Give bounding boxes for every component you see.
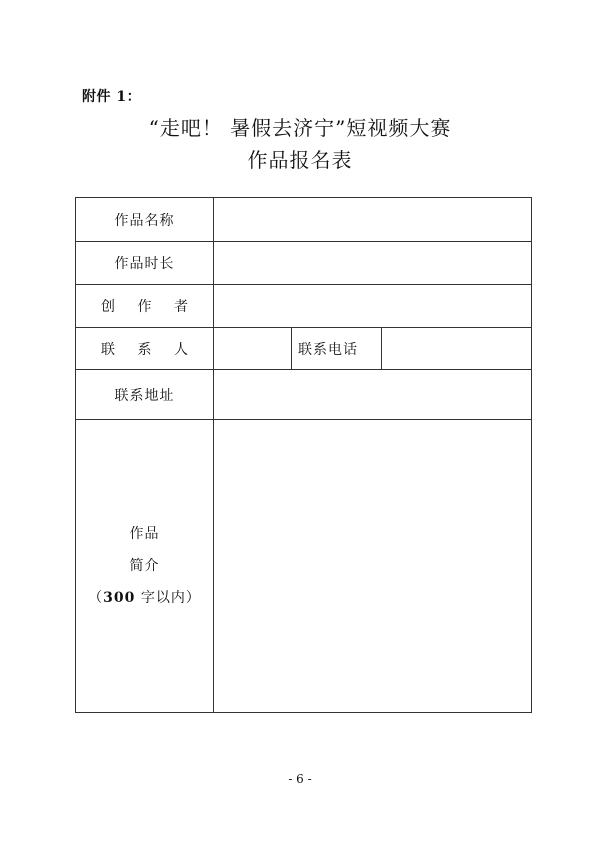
contact-address-field[interactable] bbox=[214, 370, 532, 420]
work-intro-label-line1: 作品 bbox=[129, 526, 160, 542]
paren-open: （ bbox=[88, 590, 104, 606]
row-work-duration bbox=[76, 242, 532, 285]
work-duration-label: 作品时长 bbox=[76, 242, 214, 285]
contact-address-label: 联系地址 bbox=[76, 370, 214, 420]
attachment-label: 附件 1： bbox=[82, 89, 142, 105]
contact-person-label: 联 系 人 bbox=[76, 328, 214, 370]
work-name-field[interactable] bbox=[214, 198, 532, 242]
work-name-label: 作品名称 bbox=[76, 198, 214, 242]
page-subtitle: 作品报名表 bbox=[247, 148, 353, 172]
work-intro-label-line2: 简介 bbox=[129, 558, 160, 574]
row-creator bbox=[76, 285, 532, 328]
row-contact-address bbox=[76, 370, 532, 420]
char-limit-number: 300 bbox=[103, 590, 136, 606]
registration-form-table bbox=[75, 197, 532, 713]
contact-person-field[interactable] bbox=[214, 328, 292, 370]
work-duration-field[interactable] bbox=[214, 242, 532, 285]
row-work-name bbox=[76, 198, 532, 242]
work-intro-label bbox=[76, 420, 214, 713]
work-intro-field[interactable] bbox=[214, 420, 532, 713]
creator-field[interactable] bbox=[214, 285, 532, 328]
page-title: “走吧！ 暑假去济宁”短视频大赛 bbox=[148, 116, 452, 140]
char-limit-text: 字以内） bbox=[135, 590, 201, 606]
creator-label: 创 作 者 bbox=[76, 285, 214, 328]
contact-phone-field[interactable] bbox=[382, 328, 532, 370]
work-intro-label-line3 bbox=[76, 582, 213, 614]
contact-phone-label: 联系电话 bbox=[292, 328, 382, 370]
row-contact bbox=[76, 328, 532, 370]
page-number: - 6 - bbox=[288, 772, 312, 786]
row-work-intro bbox=[76, 420, 532, 713]
